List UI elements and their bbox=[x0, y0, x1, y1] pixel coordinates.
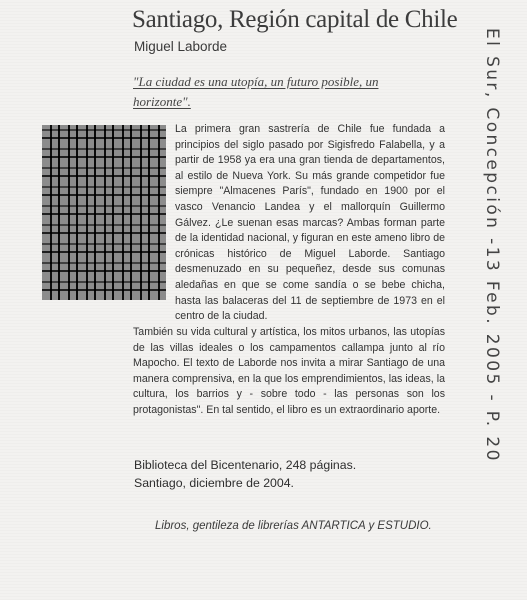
biblio-date-line: Santiago, diciembre de 2004. bbox=[134, 476, 294, 490]
book-cover-image bbox=[42, 125, 166, 300]
bookstore-credit: Libros, gentileza de librerías ANTARTICA y ESTUDIO. bbox=[155, 520, 432, 532]
article-paragraph-full: También su vida cultural y artística, los mitos urbanos, las utopías de las villas ideales o los campamentos callampa junto al río Mapocho. El texto de Laborde nos invita a mirar Santiago de una manera comprensiva, en la que los emprendimientos, las ideas, la cultura, los barrios y - sobre todo - las personas son los protagonistas". En tal sentido, el libro es un extraordinario aporte. bbox=[133, 326, 445, 416]
bibliographic-info bbox=[134, 456, 454, 492]
article-quote: "La ciudad es una utopía, un futuro posible, un horizonte". bbox=[133, 74, 379, 109]
handwritten-source-note bbox=[482, 28, 522, 588]
article-title: Santiago, Región capital de Chile bbox=[132, 6, 458, 33]
source-note-text: El Sur, Concepción -13 Feb. 2005 - P. 20 bbox=[482, 28, 502, 463]
biblio-publisher-line: Biblioteca del Bicentenario, 248 páginas. bbox=[134, 458, 357, 472]
article-author: Miguel Laborde bbox=[134, 39, 228, 54]
article-paragraph-wrapped: La primera gran sastrería de Chile fue fundada a principios del siglo pasado por Sigisfredo Falabella, y a partir de 1958 ya era una gran tienda de departamentos, al estilo de Nueva York. Su más grande competidor fue siempre "Almacenes París", fundado en 1900 por el vasco Venancio Landea y el mallorquín Guillermo Gálvez. ¿Le suenan esas marcas? Ambas forman parte de la identidad nacional, y figuran en este ameno libro de crónicas histórico de Miguel Laborde. Santiago desmenuzado en su pequeñez, desde sus comunas aledañas en que se come sandía o se bebe chicha, hasta las balaceras del 11 de septiembre de 1973 en el centro de la ciudad. bbox=[175, 123, 445, 323]
